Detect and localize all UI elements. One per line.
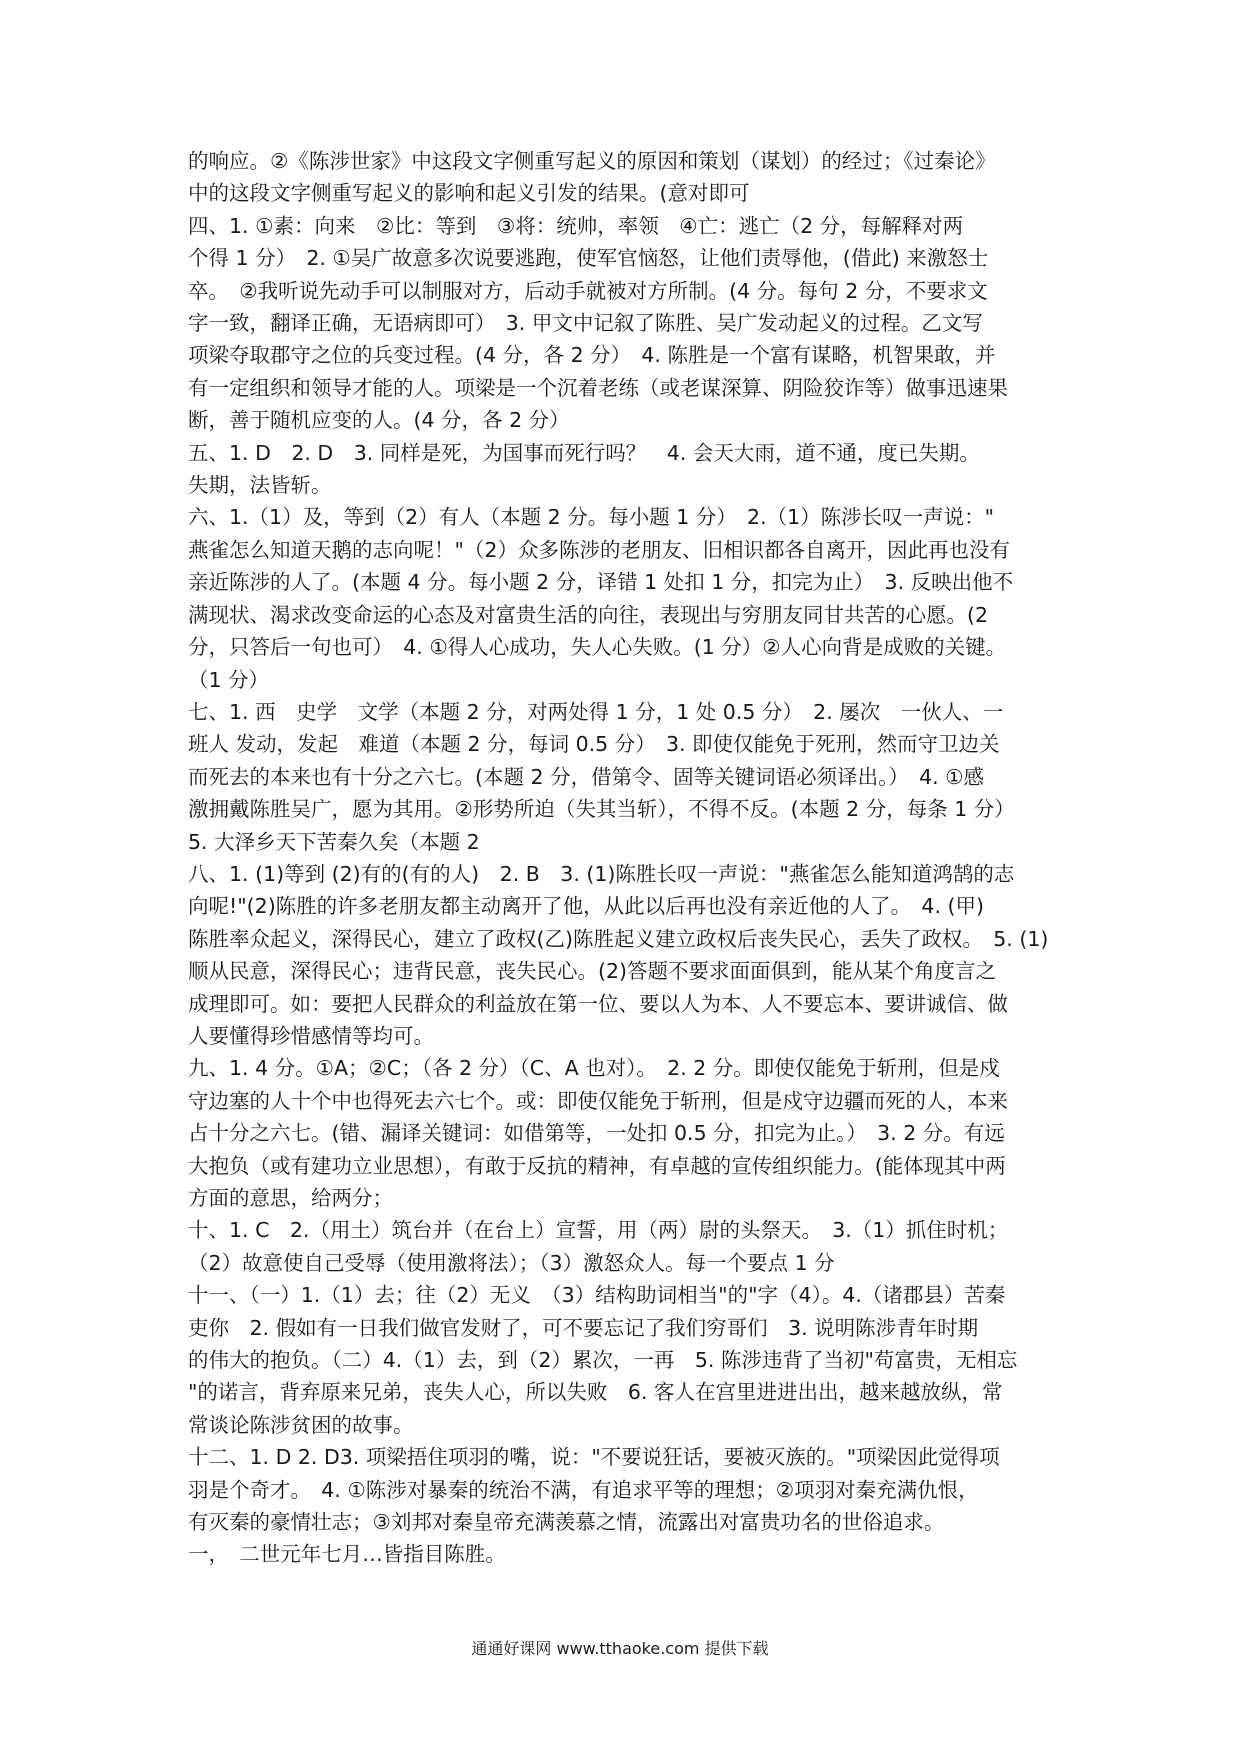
text-line: 羽是个奇才。 4. ①陈涉对暴秦的统治不满，有追求平等的理想；②项羽对秦充满仇恨，	[188, 1477, 979, 1502]
text-line: 向呢!"(2)陈胜的许多老朋友都主动离开了他，从此以后再也没有亲近他的人了。 4. (甲)	[188, 894, 985, 919]
page-footer: 通通好课网 www.tthaoke.com 提供下载	[471, 1639, 769, 1658]
text-line: 方面的意思，给两分；	[188, 1186, 393, 1210]
text-line: 有灭秦的豪情壮志；③刘邦对秦皇帝充满羡慕之情，流露出对富贵功名的世俗追求。	[188, 1510, 945, 1535]
text-line: 而死去的本来也有十分之六七。(本题 2 分，借第令、固等关键词语必须译出。） 4. ①感	[188, 764, 985, 789]
text-line: "的诺言，背弃原来兄弟，丧失人心，所以失败 6. 客人在宫里进进出出，越来越放纵，常	[188, 1380, 1003, 1405]
text-line: 失期，法皆斩。	[188, 473, 332, 498]
text-line: 常谈论陈涉贫困的故事。	[188, 1412, 414, 1437]
text-line: 的伟大的抱负。（二）4.（1）去，到（2）累次，一再 5. 陈涉违背了当初"苟富贵，无相忘	[188, 1348, 1018, 1373]
text-line: 占十分之六七。(错、漏译关键词：如借第等，一处扣 0.5 分，扣完为止。） 3. 2 分。有远	[188, 1121, 1005, 1146]
text-line: 的响应。②《陈涉世家》中这段文字侧重写起义的原因和策划（谋划）的经过；《过秦论》	[188, 149, 996, 173]
text-line: 六、1.（1）及，等到（2）有人（本题 2 分。每小题 1 分） 2.（1）陈涉长叹一声说："	[188, 505, 995, 530]
text-line: 个得 1 分） 2. ①吴广故意多次说要逃跑，使军官恼怒，让他们责辱他，(借此) 来激怒士	[188, 246, 989, 271]
text-line: 九、1. 4 分。①A；②C；（各 2 分）（C、A 也对）。 2. 2 分。即使仅能免于斩刑，但是戍	[188, 1056, 1000, 1081]
text-line: 有一定组织和领导才能的人。项梁是一个沉着老练（或老谋深算、阴险狡诈等）做事迅速果	[188, 375, 1008, 400]
text-line: 断，善于随机应变的人。(4 分，各 2 分）	[188, 408, 570, 433]
text-line: 项梁夺取郡守之位的兵变过程。(4 分，各 2 分） 4. 陈胜是一个富有谋略，机智果敢，并	[188, 343, 996, 368]
text-line: 十、1. C 2.（用土）筑台并（在台上）宣誓，用（两）尉的头祭天。 3.（1）抓住时机；	[188, 1218, 1009, 1243]
text-line: 守边塞的人十个中也得死去六七个。或：即使仅能免于斩刑，但是戍守边疆而死的人，本来	[188, 1088, 1008, 1113]
text-line: 成理即可。如：要把人民群众的利益放在第一位、要以人为本、人不要忘本、要讲诚信、做	[188, 991, 1008, 1016]
text-line: 人要懂得珍惜感情等均可。	[188, 1023, 434, 1048]
text-line: 八、1. (1)等到 (2)有的(有的人) 2. B 3. (1)陈胜长叹一声说："燕雀怎么能知道鸿鹄的志	[188, 861, 1015, 886]
text-line: 满现状、渴求改变命运的心态及对富贵生活的向往，表现出与穷朋友同甘共苦的心愿。(2	[188, 602, 989, 627]
text-line: 陈胜率众起义，深得民心，建立了政权(乙)陈胜起义建立政权后丧失民心，丢失了政权。 5. (1)	[188, 926, 1049, 951]
text-line: 四、1. ①素：向来 ②比：等到 ③将：统帅，率领 ④亡：逃亡（2 分，每解释对两	[188, 213, 964, 238]
text-line: 燕雀怎么知道天鹅的志向呢！"（2）众多陈涉的老朋友、旧相识都各自离开，因此再也没有	[188, 537, 1010, 562]
text-line: 七、1. 西 史学 文学（本题 2 分，对两处得 1 分，1 处 0.5 分） 2. 屡次 一伙人、一	[188, 699, 1004, 724]
text-line: 大抱负（或有建功立业思想），有敢于反抗的精神，有卓越的宣传组织能力。(能体现其中两	[188, 1153, 1006, 1178]
text-line: 5. 大泽乡天下苦秦久矣（本题 2	[188, 829, 480, 854]
text-line: 十二、1. D 2. D3. 项梁捂住项羽的嘴，说："不要说狂话，要被灭族的。"项梁因此觉得项	[188, 1445, 1000, 1470]
text-line: 班人 发动，发起 难道（本题 2 分，每词 0.5 分） 3. 即使仅能免于死刑，然而守卫边关	[188, 732, 1000, 757]
text-line: 中的这段文字侧重写起义的影响和起义引发的结果。(意对即可	[188, 181, 750, 206]
text-line: （2）故意使自己受辱（使用激将法）；（3）激怒众人。每一个要点 1 分	[188, 1250, 835, 1275]
text-line: 字一致，翻译正确，无语病即可） 3. 甲文中记叙了陈胜、吴广发动起义的过程。乙文写	[188, 311, 983, 336]
text-line: （1 分）	[188, 667, 270, 692]
text-line: 吏你 2. 假如有一日我们做官发财了，可不要忘记了我们穷哥们 3. 说明陈涉青年时期	[188, 1315, 979, 1340]
text-line: 一， 二世元年七月…皆指目陈胜。	[188, 1542, 506, 1567]
text-line: 激拥戴陈胜吴广，愿为其用。②形势所迫（失其当斩），不得不反。(本题 2 分，每条 1 分）	[188, 797, 1015, 822]
text-line: 顺从民意，深得民心；违背民意，丧失民心。(2)答题不要求面面俱到，能从某个角度言之	[188, 959, 997, 984]
text-line: 卒。 ②我听说先动手可以制服对方，后动手就被对方所制。(4 分。每句 2 分，不要求文	[188, 278, 988, 303]
answer-text-body	[188, 145, 1068, 1571]
text-line: 十一、（一）1.（1）去；往（2）无义 （3）结构助词相当"的"字（4）。4.（诸郡县）苦秦	[188, 1283, 1006, 1308]
text-line: 五、1. D 2. D 3. 同样是死，为国事而死行吗？ 4. 会天大雨，道不通，度已失期。	[188, 440, 980, 465]
text-line: 分，只答后一句也可） 4. ①得人心成功，失人心失败。(1 分）②人心向背是成败的关键。	[188, 635, 1007, 660]
text-line: 亲近陈涉的人了。(本题 4 分。每小题 2 分，译错 1 处扣 1 分，扣完为止） 3. 反映出他不	[188, 570, 1014, 595]
